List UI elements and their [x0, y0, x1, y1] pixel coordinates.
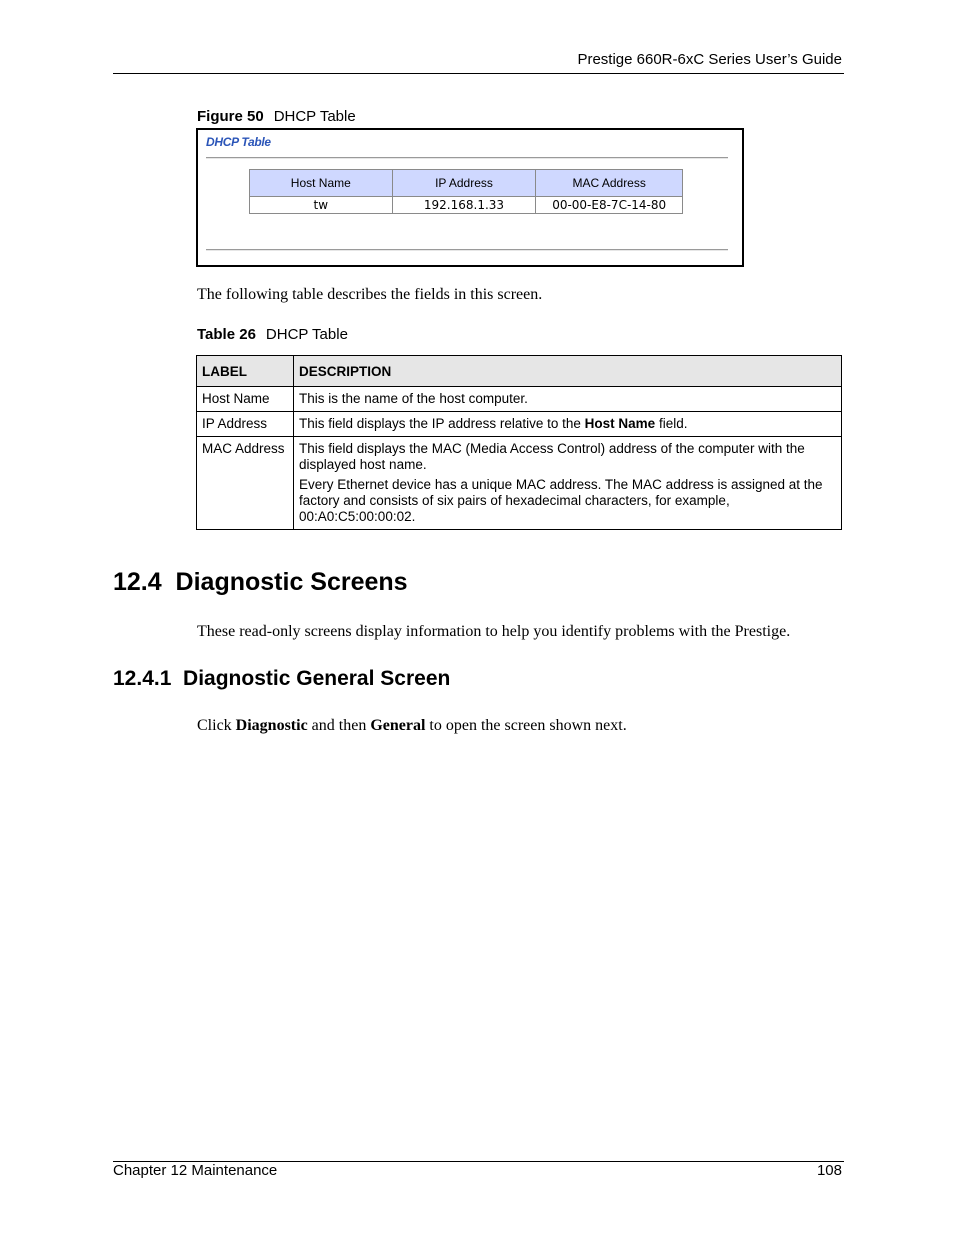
- cell-host-name: tw: [250, 197, 393, 214]
- subsection-paragraph: [197, 717, 627, 735]
- header-description: DESCRIPTION: [294, 356, 842, 387]
- figure-caption-text: DHCP Table: [273, 108, 356, 125]
- table-caption: [197, 326, 348, 343]
- footer-chapter: Chapter 12 Maintenance: [113, 1162, 278, 1179]
- running-header: Prestige 660R-6xC Series User’s Guide: [577, 51, 842, 68]
- intro-paragraph: The following table describes the fields in this screen.: [197, 286, 543, 303]
- section-paragraph: These read-only screens display information to help you identify problems with the Prestige.: [197, 623, 791, 640]
- dhcp-table-header-row: [250, 170, 683, 197]
- para-text: to open the screen shown next.: [425, 717, 627, 734]
- header-rule: [113, 73, 844, 74]
- screen-title: DHCP Table: [206, 135, 271, 149]
- section-heading: 12.4 Diagnostic Screens: [113, 568, 408, 596]
- table-row: [197, 437, 842, 530]
- dhcp-client-table: [249, 169, 683, 214]
- table-row: [197, 387, 842, 412]
- para-text: and then: [307, 717, 371, 734]
- table-label: Table 26: [197, 326, 256, 343]
- row-description: [294, 412, 842, 437]
- col-ip-address: IP Address: [392, 170, 536, 197]
- menu-term-general: General: [370, 717, 426, 734]
- row-label: MAC Address: [197, 437, 294, 530]
- table-row: [197, 412, 842, 437]
- desc-paragraph: This field displays the MAC (Media Access Control) address of the computer with the displayed host name.: [299, 441, 805, 472]
- desc-bold-term: Host Name: [584, 416, 656, 431]
- figure-caption: [197, 108, 356, 125]
- subsection-heading: 12.4.1 Diagnostic General Screen: [113, 667, 451, 690]
- desc-text: field.: [655, 416, 688, 431]
- field-description-table: [196, 355, 842, 530]
- figure-label: Figure 50: [197, 108, 264, 125]
- row-description: This is the name of the host computer.: [294, 387, 842, 412]
- header-label: LABEL: [197, 356, 294, 387]
- page-number: 108: [816, 1162, 842, 1179]
- cell-mac-address: 00-00-E8-7C-14-80: [536, 197, 683, 214]
- dhcp-table-screenshot: [196, 128, 744, 267]
- menu-term-diagnostic: Diagnostic: [235, 717, 308, 734]
- cell-ip-address: 192.168.1.33: [392, 197, 536, 214]
- screen-top-rule: [206, 157, 728, 159]
- screen-bottom-rule: [206, 249, 728, 251]
- table-header-row: [197, 356, 842, 387]
- desc-paragraph: Every Ethernet device has a unique MAC address. The MAC address is assigned at the factory and consists of six pairs of hexadecimal characters, for example, 00:A0:C5:00:00:02.: [299, 477, 823, 524]
- desc-text: This field displays the IP address relative to the: [299, 416, 585, 431]
- table-row: [250, 197, 683, 214]
- row-label: IP Address: [197, 412, 294, 437]
- col-host-name: Host Name: [250, 170, 393, 197]
- para-text: Click: [197, 717, 236, 734]
- table-caption-text: DHCP Table: [265, 326, 348, 343]
- row-description: [294, 437, 842, 530]
- row-label: Host Name: [197, 387, 294, 412]
- col-mac-address: MAC Address: [536, 170, 683, 197]
